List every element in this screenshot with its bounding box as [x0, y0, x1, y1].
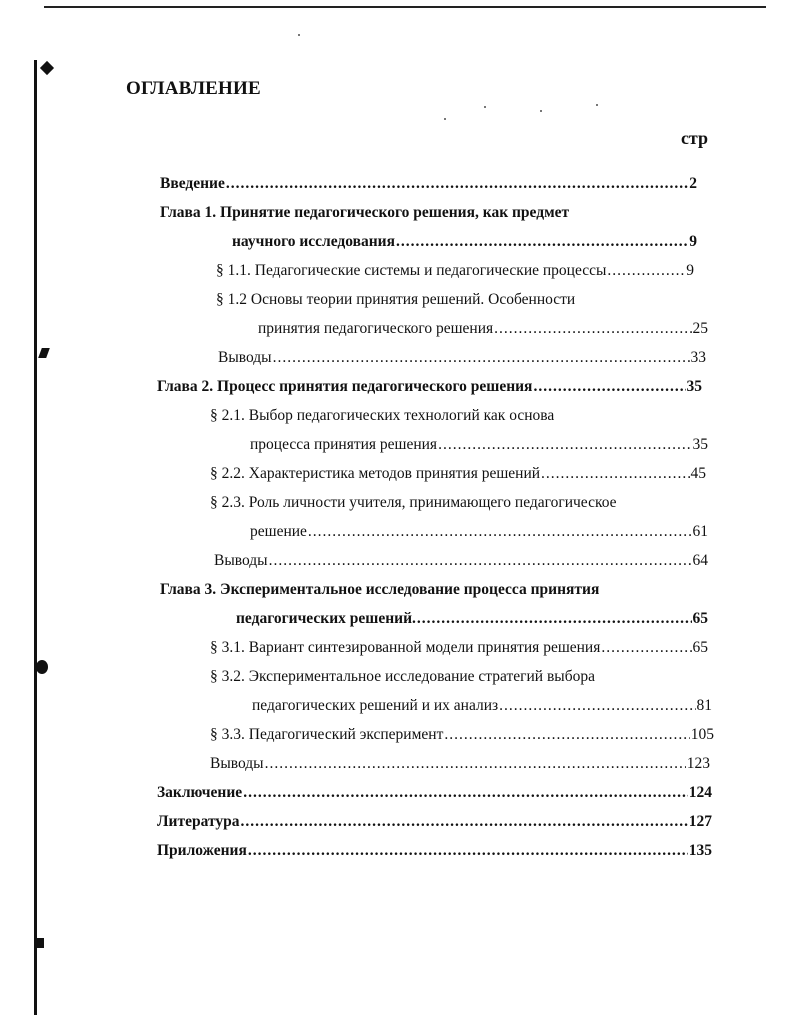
toc-entry-page: 105: [690, 726, 714, 743]
dot-leader: [541, 464, 689, 484]
toc-entry-title: процесса принятия решения: [250, 436, 438, 453]
toc-entry-page: 33: [690, 349, 706, 366]
toc-entry[interactable]: [250, 522, 708, 542]
toc-entry[interactable]: [252, 696, 712, 716]
toc-entry-page: 45: [690, 465, 706, 482]
dot-leader: [308, 522, 692, 542]
toc-entry[interactable]: [157, 783, 712, 803]
dot-leader: [494, 319, 691, 339]
toc-entry-page: 81: [696, 697, 712, 714]
dot-leader: [396, 232, 688, 252]
toc-entry[interactable]: [232, 232, 697, 252]
toc-entry-title: Глава 2. Процесс принятия педагогического решения: [157, 378, 533, 395]
toc-entry-title: педагогических решений и их анализ: [252, 697, 499, 714]
toc-entry[interactable]: [157, 841, 712, 861]
toc-entry[interactable]: [216, 290, 575, 310]
toc-entry-page: 124: [688, 784, 712, 801]
scan-mark: [36, 660, 48, 674]
binding-edge: [34, 60, 37, 1015]
toc-entry-title: § 1.2 Основы теории принятия решений. Особенности: [216, 291, 576, 308]
toc-entry[interactable]: [210, 667, 595, 687]
dot-leader: [499, 696, 695, 716]
scan-speck: [484, 106, 486, 108]
toc-entry-title: Введение: [160, 175, 225, 192]
page-column-label: стр: [680, 128, 708, 148]
toc-entry[interactable]: [210, 638, 708, 658]
toc-entry-page: 9: [686, 262, 694, 279]
toc-entry[interactable]: [214, 551, 708, 571]
scan-mark: [38, 348, 50, 358]
toc-entry[interactable]: [210, 406, 554, 426]
toc-entry-title: принятия педагогического решения: [258, 320, 494, 337]
toc-entry-page: 9: [689, 233, 697, 250]
toc-entry[interactable]: [160, 174, 697, 194]
toc-entry-title: § 3.1. Вариант синтезированной модели принятия решения: [210, 639, 601, 656]
page-title: ОГЛАВЛЕНИЕ: [126, 78, 261, 99]
dot-leader: [265, 754, 686, 774]
toc-entry-title: Глава 1. Принятие педагогического решения, как предмет: [160, 204, 570, 221]
toc-entry-page: 135: [688, 842, 712, 859]
toc-entry-page: 127: [688, 813, 712, 830]
scan-speck: [596, 104, 598, 106]
toc-entry-page: 65: [692, 639, 708, 656]
toc-entry-title: Выводы: [214, 552, 268, 569]
toc-entry-title: Выводы: [218, 349, 272, 366]
toc-entry-page: 2: [689, 175, 697, 192]
scan-mark: [36, 938, 44, 948]
toc-entry[interactable]: [250, 435, 708, 455]
toc-entry-page: 64: [692, 552, 708, 569]
toc-entry-title: педагогических решений.: [236, 610, 416, 627]
toc-entry-title: § 2.3. Роль личности учителя, принимающего педагогическое: [210, 494, 617, 511]
toc-entry-title: научного исследования: [232, 233, 395, 250]
toc-entry[interactable]: [210, 754, 710, 774]
scan-speck: [298, 34, 300, 36]
dot-leader: [417, 609, 692, 629]
toc-entry-title: решение: [250, 523, 307, 540]
toc-entry-title: § 1.1. Педагогические системы и педагогические процессы: [216, 262, 607, 279]
toc-entry-page: 35: [686, 378, 702, 395]
toc-entry-page: 35: [692, 436, 708, 453]
toc-entry-title: Литература: [157, 813, 240, 830]
toc-entry-title: Выводы: [210, 755, 264, 772]
toc-entry-title: Заключение: [157, 784, 243, 801]
toc-entry[interactable]: [218, 348, 706, 368]
toc-entry[interactable]: [258, 319, 708, 339]
dot-leader: [601, 638, 691, 658]
dot-leader: [438, 435, 691, 455]
dot-leader: [269, 551, 692, 571]
scan-speck: [540, 110, 542, 112]
dot-leader: [533, 377, 685, 397]
scan-speck: [444, 118, 446, 120]
toc-entry[interactable]: [210, 493, 617, 513]
toc-entry-title: § 3.2. Экспериментальное исследование стратегий выбора: [210, 668, 595, 685]
toc-entry-title: Глава 3. Экспериментальное исследование процесса принятия: [160, 581, 600, 598]
dot-leader: [226, 174, 688, 194]
dot-leader: [444, 725, 689, 745]
top-rule: [44, 6, 766, 8]
toc-entry[interactable]: [157, 812, 712, 832]
toc-entry-page: 123: [686, 755, 710, 772]
toc-entry[interactable]: [210, 725, 714, 745]
dot-leader: [243, 783, 688, 803]
toc-entry-title: § 2.1. Выбор педагогических технологий как основа: [210, 407, 555, 424]
toc-entry-title: § 3.3. Педагогический эксперимент: [210, 726, 444, 743]
toc-entry[interactable]: [210, 464, 706, 484]
toc-entry[interactable]: [216, 261, 694, 281]
toc-entry[interactable]: [157, 377, 702, 397]
scan-mark: [40, 61, 54, 75]
dot-leader: [248, 841, 688, 861]
dot-leader: [607, 261, 685, 281]
dot-leader: [240, 812, 687, 832]
dot-leader: [273, 348, 690, 368]
toc-entry-title: Приложения: [157, 842, 247, 859]
toc-entry[interactable]: [160, 203, 569, 223]
toc-entry[interactable]: [160, 580, 599, 600]
toc-entry-page: 61: [692, 523, 708, 540]
toc-entry[interactable]: [236, 609, 708, 629]
toc-entry-page: 25: [692, 320, 708, 337]
toc-entry-title: § 2.2. Характеристика методов принятия решений: [210, 465, 541, 482]
toc-entry-page: 65: [692, 610, 708, 627]
